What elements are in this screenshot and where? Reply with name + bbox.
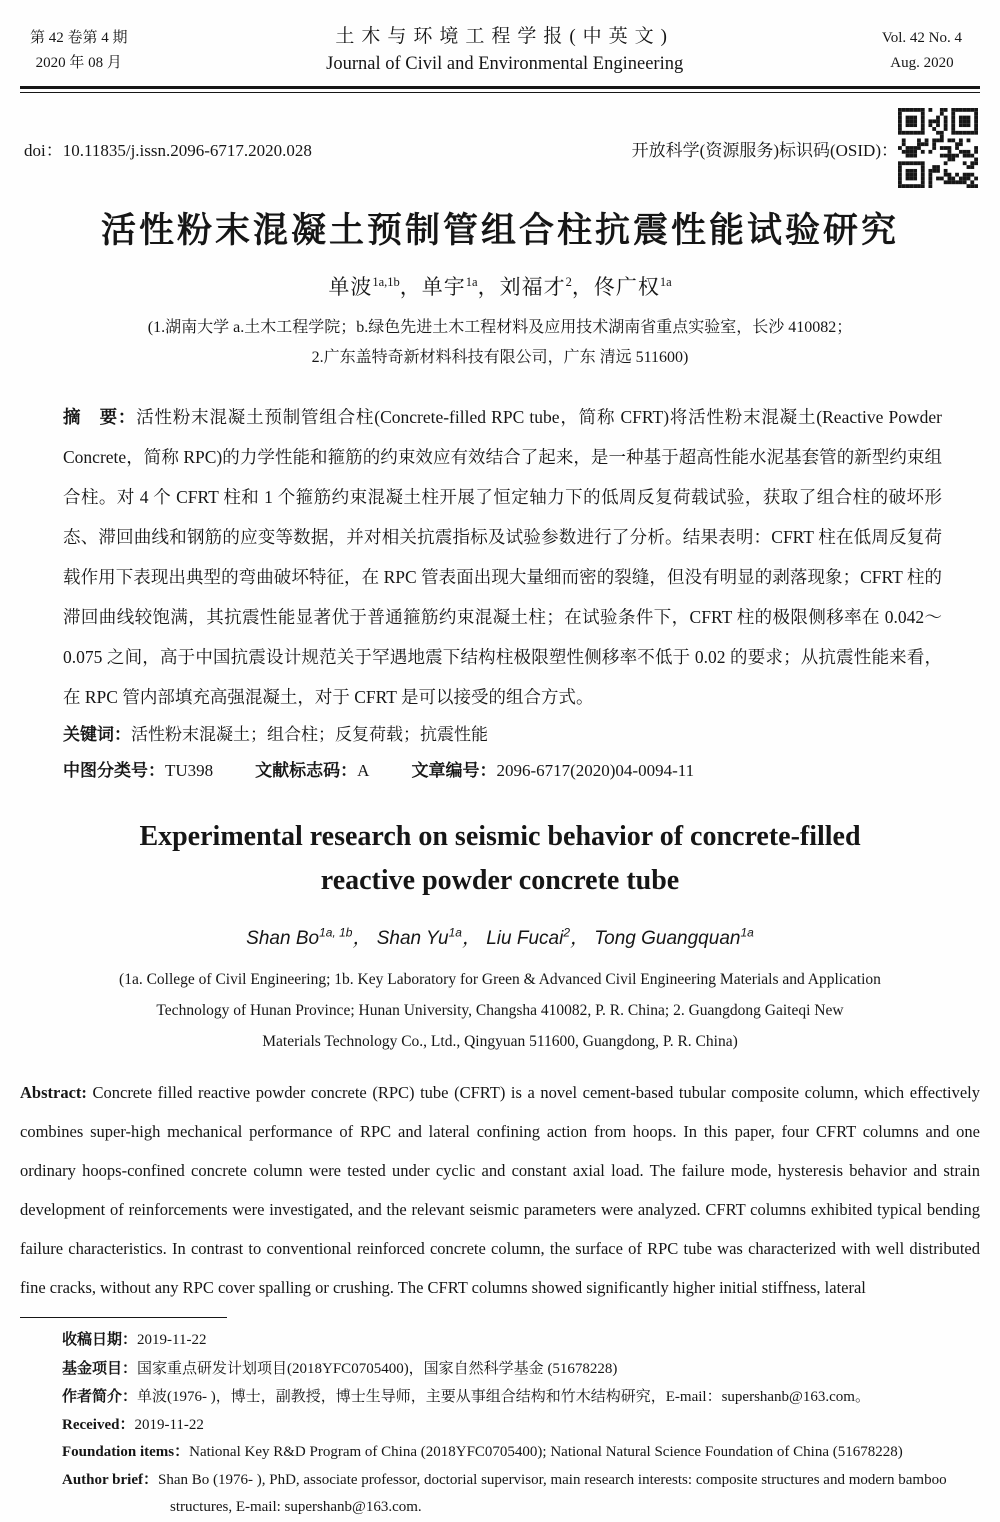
author-separator: ， xyxy=(461,928,487,949)
article-title-en xyxy=(40,815,960,903)
authors-cn xyxy=(0,271,1000,301)
author-name: Shan Bo xyxy=(246,928,320,949)
author-separator: ， xyxy=(399,275,422,299)
keywords-line xyxy=(63,717,942,753)
article-title-en-line2: reactive powder concrete tube xyxy=(320,865,680,896)
clc-value: TU398 xyxy=(165,761,214,780)
volume-number-en: Vol. 42 No. 4 xyxy=(881,30,962,46)
masthead-left xyxy=(30,26,128,76)
author-superscript: 1a xyxy=(448,925,462,940)
issue-number-cn: 第 42 卷第 4 期 xyxy=(30,30,128,46)
issue-date-en: Aug. 2020 xyxy=(890,55,954,71)
authors-en xyxy=(0,923,1000,950)
author-superscript: 1a xyxy=(740,925,754,940)
abstract-en xyxy=(20,1073,980,1307)
author-superscript: 2 xyxy=(565,275,572,289)
footnote-received-cn xyxy=(0,1326,978,1355)
footnote-author-en xyxy=(0,1467,978,1522)
author-name: Shan Yu xyxy=(376,928,449,949)
affiliation-cn-line2: 2.广东盖特奇新材料科技有限公司，广东 清远 511600) xyxy=(311,349,689,366)
keywords-label: 关键词： xyxy=(63,725,131,744)
doc-code-label: 文献标志码： xyxy=(255,761,358,780)
footnote-foundation-cn xyxy=(0,1355,978,1384)
received-en-value: 2019-11-22 xyxy=(134,1416,204,1433)
author-separator: ， xyxy=(352,928,377,949)
rule-thin xyxy=(20,92,980,93)
foundation-cn-value: 国家重点研发计划项目(2018YFC0705400)，国家自然科学基金 (51678228) xyxy=(137,1360,618,1377)
clc-label: 中图分类号： xyxy=(63,761,165,780)
abstract-cn-text: 活性粉末混凝土预制管组合柱(Concrete-filled RPC tube，简称 CFRT)将活性粉末混凝土(Reactive Powder Concrete，简称 RPC)的力学性能和箍筋的约束效应有效结合了起来，是一种基于超高性能水泥基套管的新型约束组合柱。对 4 个 CFRT 柱和 1 个箍筋约束混凝土柱开展了恒定轴力下的低周反复荷载试验，获取了组合柱的破坏形态、滞回曲线和钢筋的应变等数据，并对相关抗震指标及试验参数进行了分析。结果表明：CFRT 柱在低周反复荷载作用下表现出典型的弯曲破坏特征，在 RPC 管表面出现大量细而密的裂缝，但没有明显的剥落现象；CFRT 柱的滞回曲线较饱满，其抗震性能显著优于普通箍筋约束混凝土柱；在试验条件下，CFRT 柱的极限侧移率在 0.042～0.075 之间，高于中国抗震设计规范关于罕遇地震下结构柱极限塑性侧移率不低于 0.02 的要求；从抗震性能来看，在 RPC 管内部填充高强混凝土，对于 CFRT 是可以接受的组合方式。 xyxy=(63,407,942,707)
author-cn-label: 作者简介： xyxy=(62,1388,138,1405)
footnote-received-en xyxy=(0,1412,978,1440)
author-superscript: 2 xyxy=(563,925,571,940)
masthead xyxy=(0,0,1000,78)
article-title-en-line1: Experimental research on seismic behavior of concrete-filled xyxy=(139,821,861,852)
affiliation-en-line2: Technology of Hunan Province; Hunan University, Changsha 410082, P. R. China; 2. Guangdong Gaiteqi New xyxy=(156,1002,844,1019)
received-en-label: Received： xyxy=(62,1416,135,1433)
author-en-value: Shan Bo (1976- ), PhD, associate professor, doctorial supervisor, main research interests: composite structures and modern bamboo structures, E-mail: supershanb@163.com. xyxy=(157,1471,947,1515)
author-superscript: 1a xyxy=(659,275,672,289)
footnote-divider xyxy=(20,1317,227,1318)
article-id-label: 文章编号： xyxy=(411,761,497,780)
author-name: 刘福才 xyxy=(499,275,566,299)
affiliation-en-line3: Materials Technology Co., Ltd., Qingyuan 511600, Guangdong, P. R. China) xyxy=(262,1033,738,1050)
foundation-cn-label: 基金项目： xyxy=(62,1359,138,1377)
doc-code-value: A xyxy=(357,761,370,780)
osid-block xyxy=(632,108,978,188)
author-name: Liu Fucai xyxy=(486,928,564,949)
journal-title-cn: 土木与环境工程学报(中英文) xyxy=(335,26,674,47)
author-cn-value: 单波(1976- )，博士，副教授，博士生导师，主要从事组合结构和竹木结构研究，E-mail：supershanb@163.com。 xyxy=(137,1389,870,1405)
author-superscript: 1a, 1b xyxy=(319,925,353,940)
osid-qr-code-icon xyxy=(898,108,978,188)
foundation-en-label: Foundation items： xyxy=(62,1444,190,1460)
received-cn-value: 2019-11-22 xyxy=(137,1332,207,1348)
article-id-value: 2096-6717(2020)04-0094-11 xyxy=(496,761,695,780)
received-cn-label: 收稿日期： xyxy=(62,1331,138,1348)
affiliation-cn xyxy=(0,313,1000,373)
abstract-en-text: Concrete filled reactive powder concrete (RPC) tube (CFRT) is a novel cement-based tubular composite column, which effectively combines super-high mechanical performance of RPC and lateral confining action from hoops. In this paper, four CFRT columns and one ordinary hoops-confined concrete column were tested under cyclic and constant axial load. The failure mode, hysteresis behavior and strain development of reinforcements were investigated, and the relevant seismic parameters were analyzed. CFRT columns exhibited typical bending failure characteristics. In contrast to conventional reinforced concrete column, the surface of RPC tube was characterized with well distributed fine cracks, without any RPC cover spalling or crushing. The CFRT columns showed significantly higher initial stiffness, lateral xyxy=(20,1083,980,1297)
masthead-center xyxy=(326,24,683,78)
article-title-cn: 活性粉末混凝土预制管组合柱抗震性能试验研究 xyxy=(100,211,899,250)
abstract-en-label: Abstract: xyxy=(20,1083,93,1102)
doi-row xyxy=(24,107,978,189)
author-superscript: 1a xyxy=(465,275,478,289)
keywords-text: 活性粉末混凝土；组合柱；反复荷载；抗震性能 xyxy=(131,725,488,744)
issue-date-cn: 2020 年 08 月 xyxy=(35,55,122,71)
footnotes xyxy=(0,1326,978,1522)
author-separator: ， xyxy=(477,275,500,299)
affiliation-en-line1: (1a. College of Civil Engineering; 1b. Key Laboratory for Green & Advanced Civil Engineering Materials and Application xyxy=(119,971,881,988)
author-separator: ， xyxy=(570,928,595,949)
author-en-label: Author brief： xyxy=(62,1471,158,1488)
author-superscript: 1a,1b xyxy=(372,275,400,289)
rule-thick xyxy=(20,86,980,89)
header-double-rule xyxy=(20,86,980,93)
masthead-right xyxy=(882,26,962,76)
affiliation-cn-line1: (1.湖南大学 a.土木工程学院；b.绿色先进土木工程材料及应用技术湖南省重点实验室，长沙 410082； xyxy=(147,319,853,336)
abstract-cn xyxy=(63,397,942,717)
doi-text: doi：10.11835/j.issn.2096-6717.2020.028 xyxy=(24,140,312,160)
author-name: 单宇 xyxy=(421,275,466,299)
abstract-cn-label: 摘 要： xyxy=(63,407,137,427)
author-separator: ， xyxy=(571,275,594,299)
footnote-author-cn xyxy=(0,1383,978,1412)
author-name: Tong Guangquan xyxy=(594,928,741,949)
affiliation-en xyxy=(0,964,1000,1057)
osid-label: 开放科学(资源服务)标识码(OSID)： xyxy=(631,140,898,160)
classification-line xyxy=(63,753,942,789)
author-name: 佟广权 xyxy=(593,275,660,299)
author-name: 单波 xyxy=(328,275,373,299)
foundation-en-value: National Key R&D Program of China (2018YFC0705400); National Natural Science Foundation of China (51678228) xyxy=(189,1444,903,1460)
journal-title-en: Journal of Civil and Environmental Engineering xyxy=(326,54,684,74)
footnote-foundation-en xyxy=(0,1439,978,1467)
